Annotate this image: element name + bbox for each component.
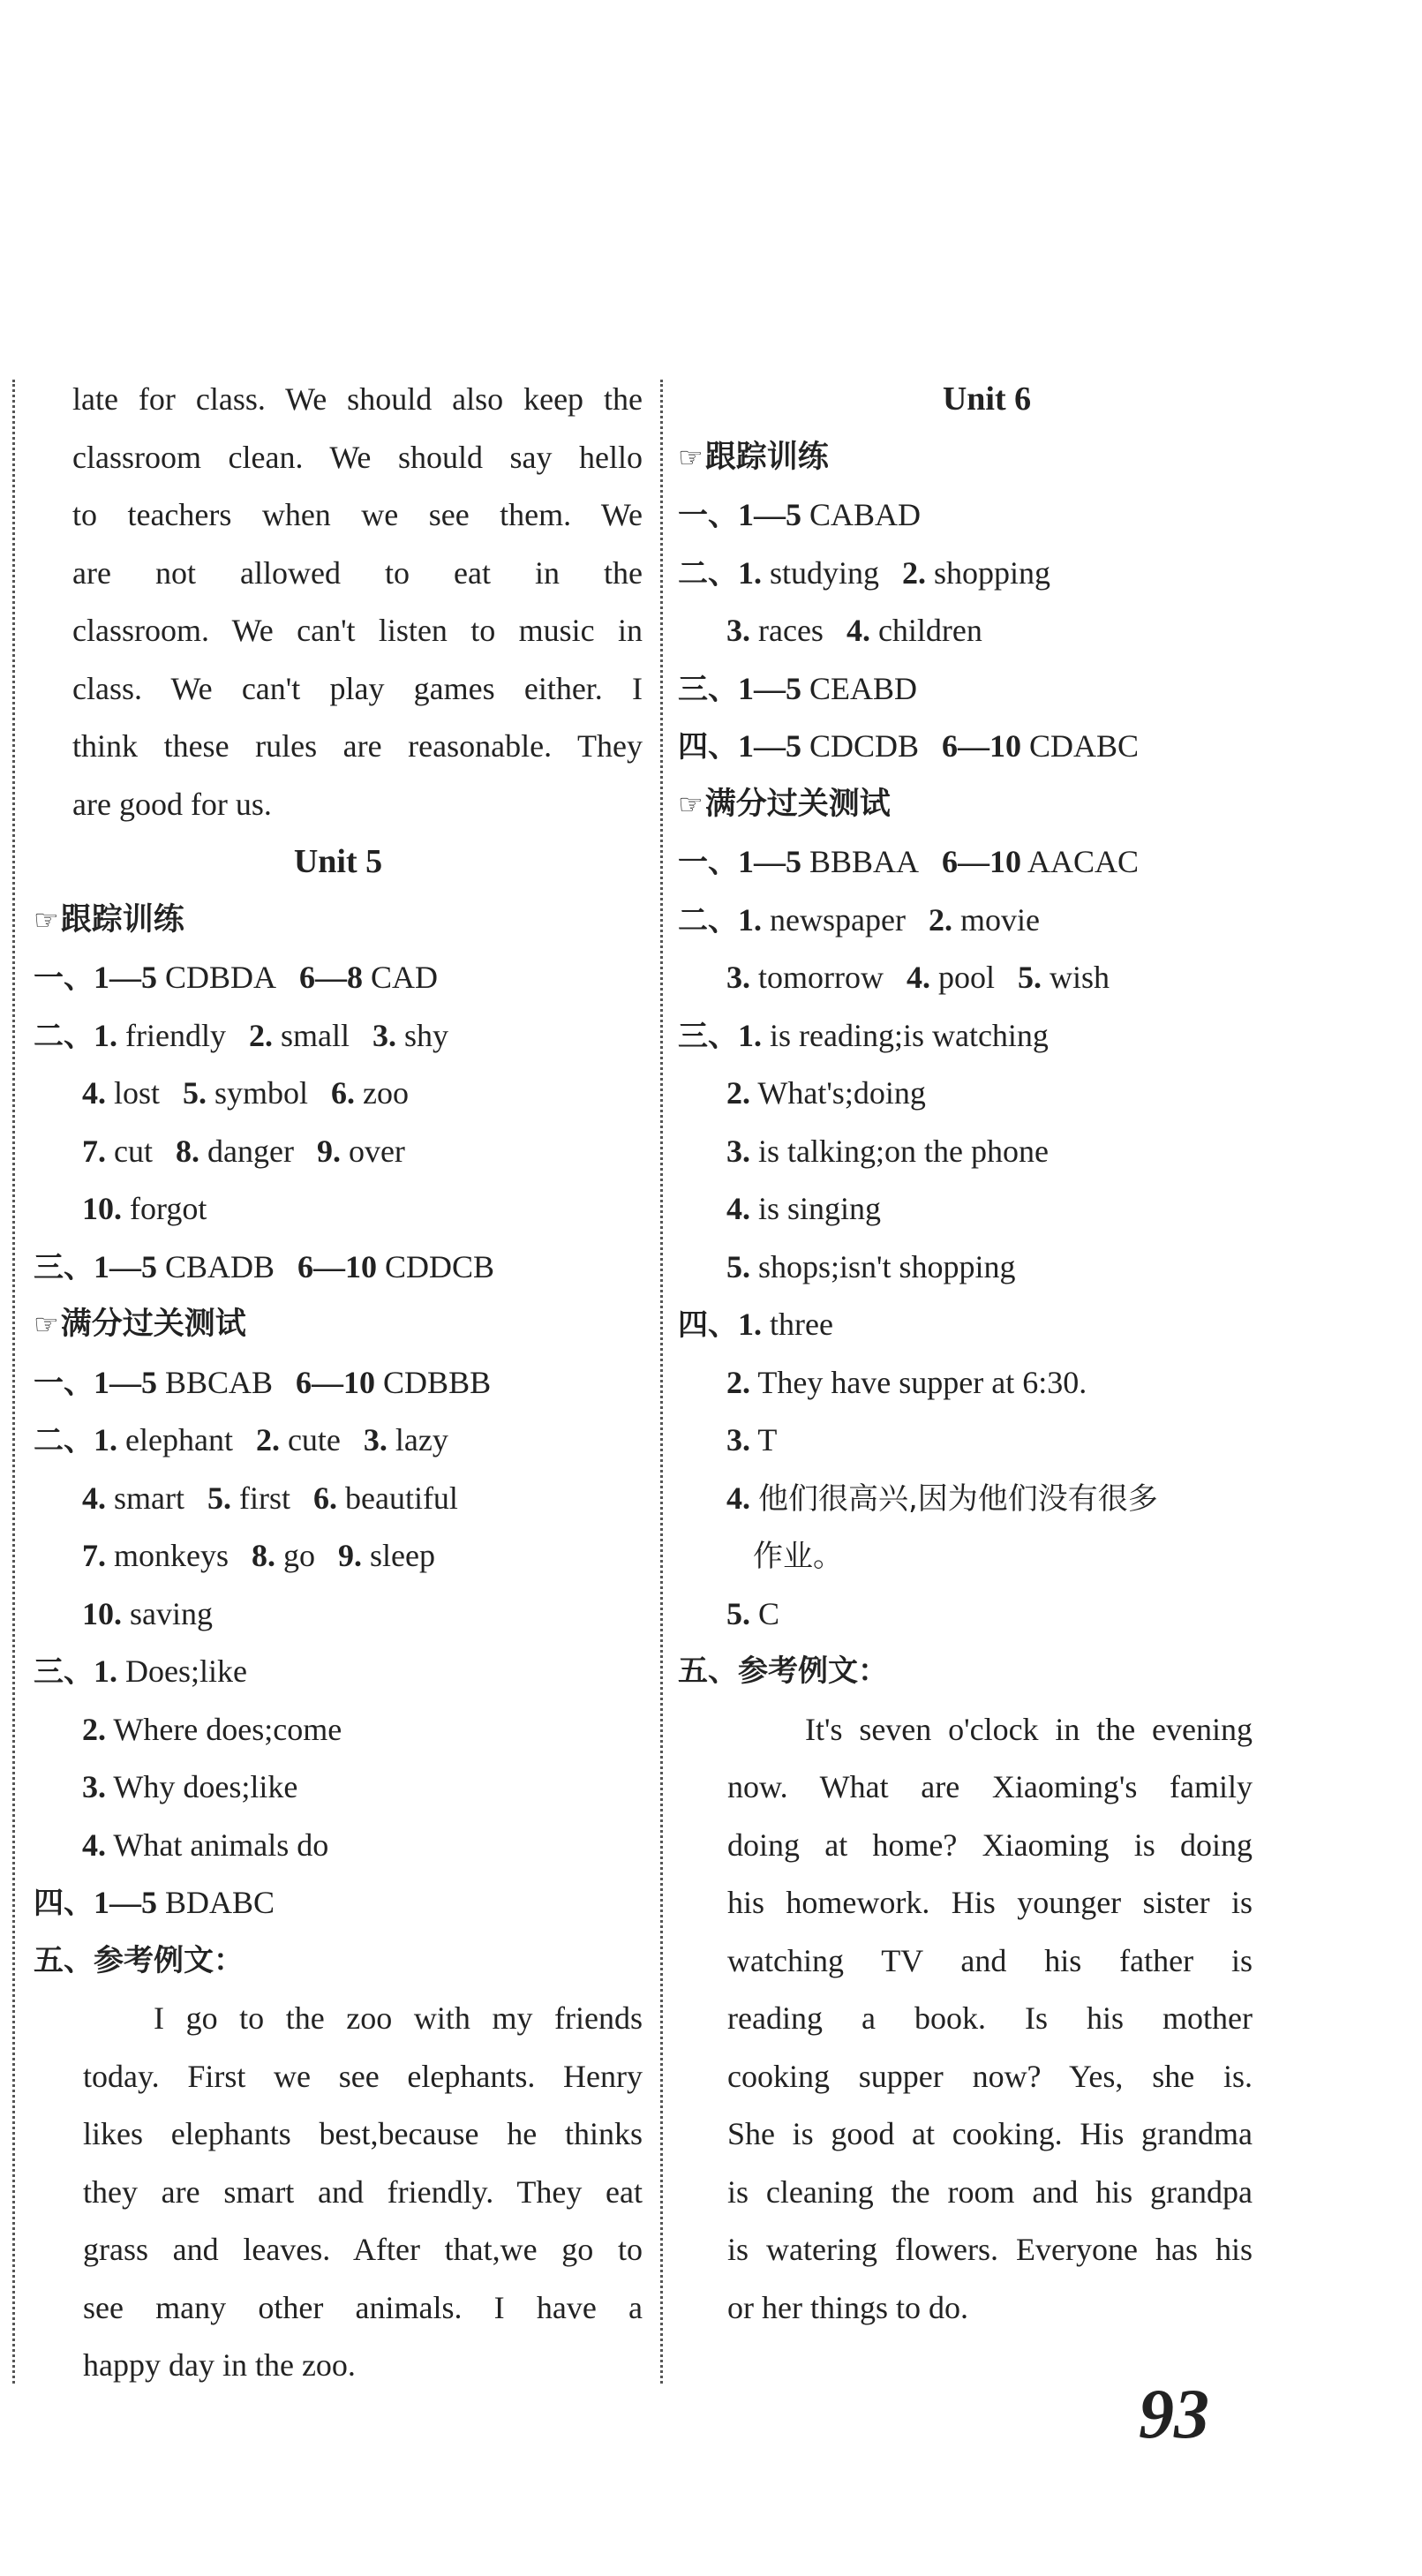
part-label: 三、 bbox=[34, 1654, 94, 1690]
answer: studying bbox=[770, 554, 880, 591]
range: 1—5 bbox=[738, 844, 801, 879]
item-number: 2. bbox=[902, 554, 927, 591]
answer: C bbox=[758, 1595, 780, 1631]
item-number: 2. bbox=[726, 1075, 750, 1111]
answer: newspaper bbox=[770, 901, 906, 938]
answer: is reading;is watching bbox=[770, 1017, 1049, 1053]
item-number: 8. bbox=[175, 1133, 199, 1169]
pointing-hand-icon: ☞ bbox=[678, 787, 703, 821]
range: 1—5 bbox=[94, 1885, 157, 1920]
part-label: 三、 bbox=[34, 1249, 94, 1285]
left-dotted-rule bbox=[12, 380, 15, 2384]
item-number: 3. bbox=[82, 1769, 106, 1804]
answer-row bbox=[34, 1123, 643, 1181]
answer: wish bbox=[1050, 960, 1110, 995]
essay-line: today. First we see elephants. Henry bbox=[83, 2058, 643, 2094]
item-number: 9. bbox=[338, 1538, 362, 1573]
essay-line: classroom. We can't listen to music in bbox=[72, 613, 643, 648]
answer: Where does;come bbox=[113, 1711, 342, 1747]
item-number: 1. bbox=[738, 901, 762, 938]
tracking-heading bbox=[678, 429, 1296, 487]
range: 1—5 bbox=[738, 728, 801, 764]
part-label: 二、 bbox=[34, 1423, 94, 1458]
unit6-title: Unit 6 bbox=[942, 380, 1032, 418]
essay-line: cooking supper now? Yes, she is. bbox=[727, 2058, 1253, 2094]
range: 1—5 bbox=[94, 1248, 157, 1284]
answer: shy bbox=[403, 1017, 448, 1053]
answers: AACAC bbox=[1027, 844, 1140, 879]
part-label: 四、 bbox=[678, 729, 738, 765]
answer-row bbox=[34, 1239, 643, 1297]
answer-row bbox=[34, 1354, 643, 1412]
answer-row bbox=[34, 1527, 643, 1586]
answer-row bbox=[678, 660, 1296, 719]
answers: CDCDB bbox=[809, 728, 920, 764]
sample-essay-heading: 五、参考例文： bbox=[678, 1653, 888, 1689]
essay-line: doing at home? Xiaoming is doing bbox=[727, 1827, 1253, 1863]
essay-line: class. We can't play games either. I bbox=[72, 670, 643, 706]
range: 6—10 bbox=[297, 1248, 378, 1284]
answer: go bbox=[283, 1538, 315, 1573]
item-number: 6. bbox=[331, 1075, 356, 1111]
answer-row bbox=[678, 1123, 1296, 1181]
item-number: 1. bbox=[738, 1307, 762, 1342]
answers: CDABC bbox=[1029, 728, 1140, 764]
answer: saving bbox=[130, 1595, 213, 1631]
answers: CEABD bbox=[809, 670, 918, 706]
item-number: 4. bbox=[846, 613, 870, 648]
answer: small bbox=[280, 1017, 350, 1053]
part-label: 三、 bbox=[678, 671, 738, 707]
answer: forgot bbox=[130, 1191, 207, 1226]
range: 1—5 bbox=[738, 497, 801, 532]
answer: sleep bbox=[370, 1538, 435, 1573]
answer: shopping bbox=[934, 554, 1051, 591]
essay-line: I go to the zoo with my friends bbox=[154, 2000, 643, 2036]
answer-row bbox=[34, 1470, 643, 1528]
item-number: 1. bbox=[738, 1017, 762, 1053]
answer-row bbox=[678, 1527, 1296, 1586]
answers: CABAD bbox=[809, 497, 922, 532]
item-number: 3. bbox=[726, 1133, 750, 1169]
item-number: 5. bbox=[1018, 960, 1042, 995]
sample-essay-heading: 五、参考例文： bbox=[34, 1942, 244, 1978]
pointing-hand-icon: ☞ bbox=[34, 1307, 59, 1341]
essay-line: late for class. We should also keep the bbox=[72, 381, 643, 417]
answer: danger bbox=[207, 1133, 294, 1169]
answer: symbol bbox=[214, 1075, 309, 1111]
left-column bbox=[34, 371, 643, 2395]
answer-row bbox=[678, 1296, 1296, 1354]
center-dotted-rule bbox=[660, 380, 663, 2384]
answer: zoo bbox=[363, 1075, 410, 1111]
answer: over bbox=[348, 1133, 405, 1169]
answer: is talking;on the phone bbox=[758, 1133, 1049, 1169]
essay-line: are good for us. bbox=[72, 786, 272, 822]
answer-row bbox=[678, 1354, 1296, 1412]
answer-row bbox=[678, 949, 1296, 1007]
item-number: 2. bbox=[928, 901, 952, 938]
answer: cute bbox=[287, 1422, 341, 1457]
essay-line: now. What are Xiaoming's family bbox=[727, 1769, 1253, 1804]
answers: BBBAA bbox=[809, 844, 920, 879]
range: 1—5 bbox=[94, 960, 157, 995]
essay-line: watching TV and his father is bbox=[727, 1942, 1253, 1978]
unit5-title: Unit 5 bbox=[293, 843, 383, 880]
item-number: 4. bbox=[726, 1480, 750, 1516]
answer-row bbox=[678, 1412, 1296, 1470]
tracking-heading bbox=[34, 892, 643, 950]
essay-line: are not allowed to eat in the bbox=[72, 554, 643, 591]
answer: What animals do bbox=[113, 1827, 329, 1863]
answer: children bbox=[877, 613, 982, 648]
answer: shops;isn't shopping bbox=[758, 1248, 1016, 1284]
answer: 作业。 bbox=[753, 1539, 843, 1574]
answer-row bbox=[678, 718, 1296, 776]
answer: movie bbox=[959, 901, 1040, 938]
essay-line: think these rules are reasonable. They bbox=[72, 728, 643, 764]
answer-row bbox=[34, 1759, 643, 1817]
answer-row bbox=[34, 1180, 643, 1239]
essay-line: is cleaning the room and his grandpa bbox=[727, 2173, 1253, 2210]
answer: lazy bbox=[395, 1422, 448, 1457]
item-number: 3. bbox=[726, 1422, 750, 1457]
item-number: 7. bbox=[82, 1133, 106, 1169]
answer-row bbox=[678, 1586, 1296, 1644]
answer: Does;like bbox=[125, 1653, 247, 1689]
answer: smart bbox=[114, 1480, 184, 1516]
range: 6—10 bbox=[296, 1364, 376, 1400]
answer: friendly bbox=[125, 1017, 226, 1053]
full-score-label: 满分过关测试 bbox=[704, 786, 891, 822]
range: 1—5 bbox=[738, 670, 801, 706]
tracking-label: 跟踪训练 bbox=[60, 901, 184, 938]
item-number: 10. bbox=[82, 1595, 122, 1631]
part-label: 二、 bbox=[678, 902, 738, 938]
full-score-heading bbox=[34, 1296, 643, 1354]
item-number: 4. bbox=[82, 1827, 106, 1863]
item-number: 4. bbox=[906, 960, 930, 995]
answer-row bbox=[678, 1239, 1296, 1297]
answer: T bbox=[757, 1422, 778, 1457]
answer-row bbox=[678, 545, 1296, 603]
part-label: 一、 bbox=[34, 1365, 94, 1401]
essay-line: likes elephants best,because he thinks bbox=[83, 2116, 643, 2151]
answer: pool bbox=[937, 960, 995, 995]
answers: BDABC bbox=[165, 1885, 275, 1920]
item-number: 5. bbox=[207, 1480, 231, 1516]
essay-line: classroom clean. We should say hello bbox=[72, 439, 643, 475]
answer-row bbox=[34, 1065, 643, 1123]
answer-row bbox=[34, 1701, 643, 1759]
pointing-hand-icon: ☞ bbox=[34, 902, 59, 937]
essay-line: happy day in the zoo. bbox=[83, 2347, 356, 2383]
answer-row bbox=[34, 1643, 643, 1701]
part-label: 一、 bbox=[678, 845, 738, 880]
page-number: 93 bbox=[1139, 2376, 1209, 2453]
answers: CAD bbox=[371, 960, 439, 995]
part-label: 三、 bbox=[678, 1018, 738, 1054]
answer: is singing bbox=[758, 1191, 882, 1226]
essay-line: grass and leaves. After that,we go to bbox=[83, 2232, 643, 2267]
full-score-label: 满分过关测试 bbox=[60, 1307, 246, 1342]
answer-row bbox=[34, 1007, 643, 1066]
item-number: 5. bbox=[183, 1075, 207, 1111]
answer-row bbox=[678, 486, 1296, 545]
answer-row bbox=[34, 1412, 643, 1470]
answer-row bbox=[34, 1874, 643, 1932]
answer: first bbox=[238, 1480, 290, 1516]
answer: 他们很高兴,因为他们没有很多 bbox=[758, 1480, 1158, 1517]
answer: elephant bbox=[125, 1422, 233, 1457]
answer: cut bbox=[114, 1133, 153, 1169]
essay-line: they are smart and friendly. They eat bbox=[83, 2173, 643, 2210]
essay-line: reading a book. Is his mother bbox=[727, 2000, 1253, 2036]
part-label: 二、 bbox=[678, 555, 738, 591]
essay-line: She is good at cooking. His grandma bbox=[727, 2116, 1253, 2151]
answer-row bbox=[678, 1470, 1296, 1528]
answer-row bbox=[678, 892, 1296, 950]
item-number: 1. bbox=[94, 1653, 117, 1689]
unit5-sample-essay bbox=[34, 1990, 643, 2395]
part-label: 一、 bbox=[34, 960, 94, 996]
answer: lost bbox=[114, 1075, 161, 1111]
item-number: 3. bbox=[726, 613, 750, 648]
item-number: 3. bbox=[726, 960, 750, 995]
item-number: 2. bbox=[255, 1422, 280, 1457]
answer: Why does;like bbox=[113, 1769, 298, 1804]
range: 6—10 bbox=[942, 728, 1022, 764]
answer: tomorrow bbox=[758, 960, 884, 995]
part-label: 二、 bbox=[34, 1018, 94, 1054]
answer: races bbox=[758, 613, 824, 648]
item-number: 4. bbox=[82, 1075, 106, 1111]
item-number: 2. bbox=[248, 1017, 273, 1053]
answers: CDBDA bbox=[165, 960, 277, 995]
answer: three bbox=[770, 1307, 833, 1342]
answers: BBCAB bbox=[165, 1364, 274, 1400]
range: 6—8 bbox=[299, 960, 364, 995]
item-number: 4. bbox=[726, 1191, 750, 1226]
answer-row bbox=[678, 833, 1296, 892]
answer-row bbox=[34, 949, 643, 1007]
answer-row bbox=[678, 1180, 1296, 1239]
item-number: 1. bbox=[738, 554, 762, 591]
essay-line: is watering flowers. Everyone has his bbox=[727, 2232, 1253, 2267]
item-number: 5. bbox=[726, 1595, 750, 1631]
essay-line: It's seven o'clock in the evening bbox=[805, 1711, 1253, 1747]
part-label: 四、 bbox=[678, 1307, 738, 1343]
tracking-label: 跟踪训练 bbox=[704, 439, 829, 475]
essay-line: his homework. His younger sister is bbox=[727, 1885, 1253, 1920]
item-number: 10. bbox=[82, 1191, 122, 1226]
item-number: 3. bbox=[363, 1422, 387, 1457]
unit4-essay-continuation bbox=[34, 371, 643, 833]
answers: CBADB bbox=[165, 1248, 275, 1284]
answer: What's;doing bbox=[757, 1075, 926, 1111]
item-number: 1. bbox=[94, 1422, 117, 1457]
answer-row bbox=[678, 1007, 1296, 1066]
item-number: 2. bbox=[82, 1711, 106, 1747]
answer-row bbox=[34, 1586, 643, 1644]
item-number: 4. bbox=[82, 1480, 106, 1516]
answer: monkeys bbox=[114, 1538, 229, 1573]
answer: beautiful bbox=[344, 1480, 458, 1516]
part-label: 四、 bbox=[34, 1886, 94, 1921]
answer: They have supper at 6:30. bbox=[757, 1364, 1087, 1400]
essay-line: see many other animals. I have a bbox=[83, 2289, 643, 2325]
range: 6—10 bbox=[942, 844, 1022, 879]
essay-line: or her things to do. bbox=[727, 2289, 968, 2325]
answer-row bbox=[34, 1817, 643, 1875]
right-column bbox=[678, 371, 1296, 2337]
unit6-sample-essay bbox=[678, 1701, 1253, 2338]
item-number: 8. bbox=[252, 1538, 275, 1573]
full-score-heading bbox=[678, 776, 1296, 834]
item-number: 6. bbox=[312, 1480, 337, 1516]
range: 1—5 bbox=[94, 1364, 157, 1400]
item-number: 7. bbox=[82, 1538, 106, 1573]
item-number: 1. bbox=[94, 1017, 117, 1053]
answers: CDDCB bbox=[385, 1248, 495, 1284]
item-number: 5. bbox=[726, 1248, 750, 1284]
essay-line: to teachers when we see them. We bbox=[72, 497, 643, 532]
item-number: 3. bbox=[372, 1017, 396, 1053]
part-label: 一、 bbox=[678, 498, 738, 533]
answer-row bbox=[678, 602, 1296, 660]
answers: CDBBB bbox=[383, 1364, 492, 1400]
item-number: 9. bbox=[316, 1133, 341, 1169]
answer-row bbox=[678, 1065, 1296, 1123]
pointing-hand-icon: ☞ bbox=[678, 440, 703, 474]
item-number: 2. bbox=[726, 1364, 750, 1400]
